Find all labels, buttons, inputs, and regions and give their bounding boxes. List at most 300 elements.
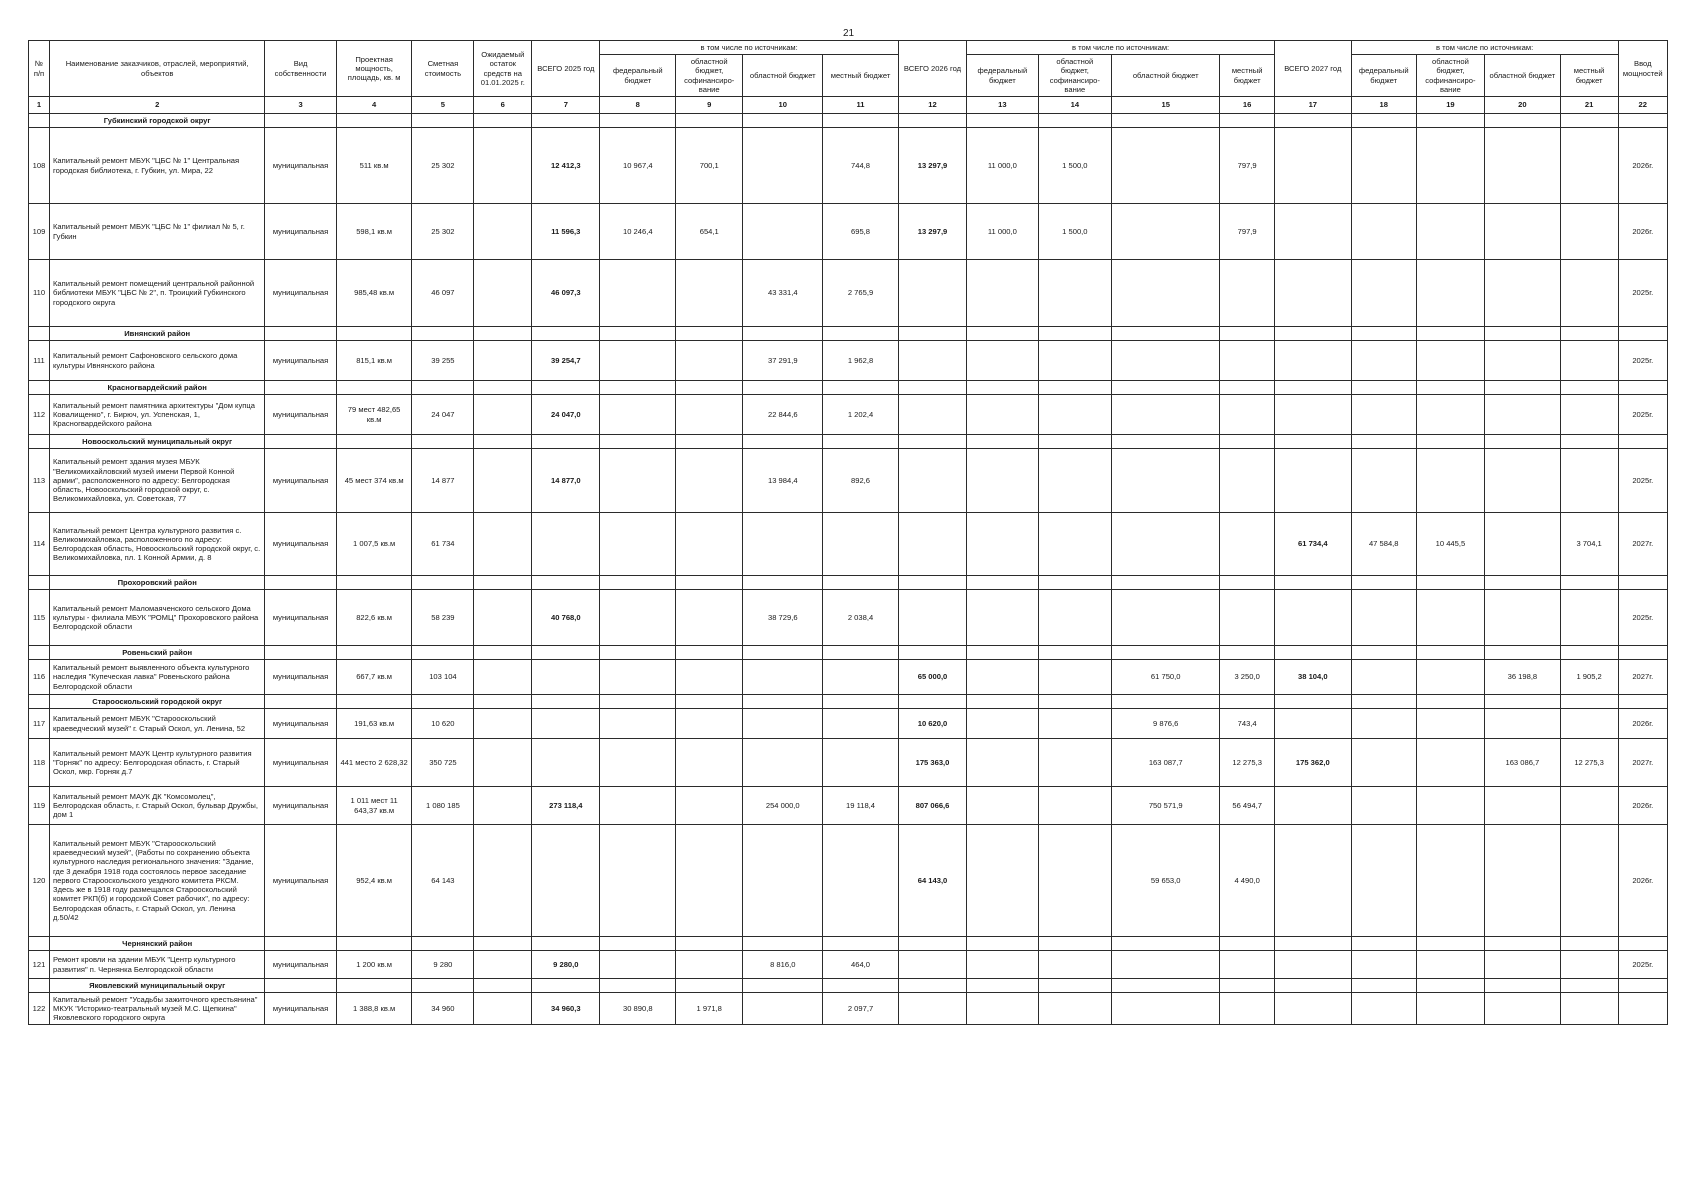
region-blank-cell xyxy=(265,937,336,951)
object-name: Капитальный ремонт МБУК "Старооскольский краеведческий музей", (Работы по сохранению объекта культурного наследия регионального значения: "Здание, где 3 декабря 1918 года состоялось первое заседание первого Старооскольского уездного комитета РКСМ. Здесь же в 1918 году размещался Старооскольский комитет РКП(б) и городской Совет рабочих", по адресу: Белгородская область, г. Старый Оскол, ул. Ленина д.50/42 xyxy=(50,825,265,937)
value-cell-l25: 695,8 xyxy=(823,204,899,260)
region-blank-cell xyxy=(898,381,966,395)
value-cell-f27 xyxy=(1351,395,1416,435)
value-cell-t25 xyxy=(532,660,600,695)
region-blank-cell xyxy=(29,327,50,341)
region-blank-cell xyxy=(600,695,676,709)
table-row xyxy=(29,993,1668,1025)
value-cell-t27 xyxy=(1274,341,1351,381)
value-cell-l26 xyxy=(1220,993,1275,1025)
value-cell-t27: 38 104,0 xyxy=(1274,660,1351,695)
value-cell-c26 xyxy=(1038,739,1112,787)
value-cell-t27 xyxy=(1274,449,1351,513)
value-cell-f26 xyxy=(967,660,1038,695)
region-blank-cell xyxy=(600,937,676,951)
value-cell-r25: 254 000,0 xyxy=(743,787,823,825)
capacity-cell: 441 место 2 628,32 xyxy=(336,739,412,787)
region-blank-cell xyxy=(29,979,50,993)
ownership-cell: муниципальная xyxy=(265,660,336,695)
region-blank-cell xyxy=(600,327,676,341)
value-cell-l27 xyxy=(1560,449,1618,513)
value-cell-f26 xyxy=(967,709,1038,739)
value-cell-rem xyxy=(474,660,532,695)
value-cell-l25 xyxy=(823,825,899,937)
region-blank-cell xyxy=(1485,114,1561,128)
region-blank-cell xyxy=(1038,435,1112,449)
object-name: Капитальный ремонт Центра культурного развития с. Великомихайловка, расположенного по адресу: Белгородская область, Новооскольский городской округ, с. Великомихайловка, пл. 1 Конной Армии, д. 8 xyxy=(50,513,265,576)
region-blank-cell xyxy=(1560,327,1618,341)
region-blank-cell xyxy=(967,646,1038,660)
value-cell-f27 xyxy=(1351,825,1416,937)
value-cell-rem xyxy=(474,260,532,327)
region-blank-cell xyxy=(474,695,532,709)
region-blank-cell xyxy=(412,381,474,395)
value-cell-c25 xyxy=(676,590,743,646)
region-blank-cell xyxy=(336,979,412,993)
value-cell-rem xyxy=(474,951,532,979)
commission-year: 2026г. xyxy=(1618,825,1667,937)
col-header-total-2025: ВСЕГО 2025 год xyxy=(532,41,600,97)
col-header-local-2027: местный бюджет xyxy=(1560,55,1618,97)
value-cell-c27 xyxy=(1416,787,1484,825)
col-header-sources-2026: в том числе по источникам: xyxy=(967,41,1275,55)
region-blank-cell xyxy=(29,435,50,449)
region-blank-cell xyxy=(600,435,676,449)
value-cell-l25: 464,0 xyxy=(823,951,899,979)
value-cell-t27 xyxy=(1274,395,1351,435)
value-cell-f27 xyxy=(1351,709,1416,739)
value-cell-l27 xyxy=(1560,260,1618,327)
value-cell-est: 14 877 xyxy=(412,449,474,513)
value-cell-t25: 273 118,4 xyxy=(532,787,600,825)
ownership-cell: муниципальная xyxy=(265,993,336,1025)
region-blank-cell xyxy=(898,435,966,449)
value-cell-r27 xyxy=(1485,993,1561,1025)
region-blank-cell xyxy=(823,979,899,993)
region-blank-cell xyxy=(1618,114,1667,128)
row-number: 121 xyxy=(29,951,50,979)
region-blank-cell xyxy=(1274,381,1351,395)
value-cell-l26: 3 250,0 xyxy=(1220,660,1275,695)
region-blank-cell xyxy=(600,381,676,395)
region-blank-cell xyxy=(676,435,743,449)
region-title: Губкинский городской округ xyxy=(50,114,265,128)
region-blank-cell xyxy=(823,381,899,395)
table-row xyxy=(29,128,1668,204)
value-cell-c25: 1 971,8 xyxy=(676,993,743,1025)
value-cell-l25: 2 097,7 xyxy=(823,993,899,1025)
region-blank-cell xyxy=(336,381,412,395)
capacity-cell: 815,1 кв.м xyxy=(336,341,412,381)
col-header-federal-2025: федеральный бюджет xyxy=(600,55,676,97)
region-blank-cell xyxy=(1112,937,1220,951)
region-blank-cell xyxy=(29,576,50,590)
value-cell-t25: 9 280,0 xyxy=(532,951,600,979)
value-cell-rem xyxy=(474,449,532,513)
table-row xyxy=(29,341,1668,381)
column-number: 5 xyxy=(412,97,474,114)
value-cell-t25 xyxy=(532,739,600,787)
value-cell-f25: 10 246,4 xyxy=(600,204,676,260)
region-blank-cell xyxy=(474,114,532,128)
value-cell-c25 xyxy=(676,341,743,381)
region-blank-cell xyxy=(1560,937,1618,951)
region-blank-cell xyxy=(823,695,899,709)
value-cell-c26 xyxy=(1038,825,1112,937)
value-cell-l25: 744,8 xyxy=(823,128,899,204)
column-number: 15 xyxy=(1112,97,1220,114)
value-cell-f25: 10 967,4 xyxy=(600,128,676,204)
value-cell-r26 xyxy=(1112,513,1220,576)
region-blank-cell xyxy=(532,937,600,951)
ownership-cell: муниципальная xyxy=(265,825,336,937)
value-cell-l26: 797,9 xyxy=(1220,128,1275,204)
value-cell-t27 xyxy=(1274,590,1351,646)
region-blank-cell xyxy=(1112,114,1220,128)
commission-year: 2025г. xyxy=(1618,260,1667,327)
column-number: 13 xyxy=(967,97,1038,114)
value-cell-r26: 750 571,9 xyxy=(1112,787,1220,825)
page-number: 21 xyxy=(842,28,855,39)
region-blank-cell xyxy=(1618,979,1667,993)
value-cell-l25 xyxy=(823,739,899,787)
table-row xyxy=(29,513,1668,576)
value-cell-c26 xyxy=(1038,787,1112,825)
ownership-cell: муниципальная xyxy=(265,341,336,381)
ownership-cell: муниципальная xyxy=(265,395,336,435)
value-cell-l26 xyxy=(1220,341,1275,381)
value-cell-c25 xyxy=(676,787,743,825)
region-title: Ивнянский район xyxy=(50,327,265,341)
region-row xyxy=(29,937,1668,951)
capacity-cell: 45 мест 374 кв.м xyxy=(336,449,412,513)
region-blank-cell xyxy=(1038,381,1112,395)
table-row xyxy=(29,204,1668,260)
col-header-capacity: Проектная мощность, площадь, кв. м xyxy=(336,41,412,97)
value-cell-f26: 11 000,0 xyxy=(967,204,1038,260)
value-cell-c26 xyxy=(1038,709,1112,739)
region-blank-cell xyxy=(1274,576,1351,590)
col-header-no: № п/п xyxy=(29,41,50,97)
region-blank-cell xyxy=(1560,381,1618,395)
col-header-cofin-2026: областной бюджет, софинансиро-вание xyxy=(1038,55,1112,97)
value-cell-f26 xyxy=(967,341,1038,381)
value-cell-l26 xyxy=(1220,395,1275,435)
value-cell-f26 xyxy=(967,590,1038,646)
region-blank-cell xyxy=(1112,979,1220,993)
commission-year: 2026г. xyxy=(1618,204,1667,260)
value-cell-rem xyxy=(474,204,532,260)
object-name: Капитальный ремонт помещений центральной районной библиотеки МБУК "ЦБС № 2", п. Троицкий Губкинского городского округа xyxy=(50,260,265,327)
region-blank-cell xyxy=(336,114,412,128)
value-cell-l27 xyxy=(1560,709,1618,739)
value-cell-l25: 19 118,4 xyxy=(823,787,899,825)
value-cell-l27 xyxy=(1560,825,1618,937)
region-blank-cell xyxy=(967,327,1038,341)
col-header-local-2025: местный бюджет xyxy=(823,55,899,97)
value-cell-f26 xyxy=(967,993,1038,1025)
value-cell-f25 xyxy=(600,395,676,435)
region-blank-cell xyxy=(898,576,966,590)
region-blank-cell xyxy=(474,381,532,395)
region-blank-cell xyxy=(532,646,600,660)
value-cell-t26 xyxy=(898,951,966,979)
region-blank-cell xyxy=(823,114,899,128)
value-cell-t25 xyxy=(532,709,600,739)
value-cell-f26 xyxy=(967,260,1038,327)
value-cell-r26 xyxy=(1112,590,1220,646)
region-blank-cell xyxy=(265,979,336,993)
region-blank-cell xyxy=(1351,327,1416,341)
value-cell-l26 xyxy=(1220,951,1275,979)
region-blank-cell xyxy=(743,327,823,341)
region-blank-cell xyxy=(1274,435,1351,449)
value-cell-f27 xyxy=(1351,660,1416,695)
col-header-sources-2027: в том числе по источникам: xyxy=(1351,41,1618,55)
value-cell-f27 xyxy=(1351,993,1416,1025)
value-cell-l27 xyxy=(1560,204,1618,260)
value-cell-r27 xyxy=(1485,395,1561,435)
region-blank-cell xyxy=(1112,646,1220,660)
region-title: Новооскольский муниципальный округ xyxy=(50,435,265,449)
column-number: 1 xyxy=(29,97,50,114)
value-cell-l27 xyxy=(1560,993,1618,1025)
value-cell-l27 xyxy=(1560,590,1618,646)
value-cell-f25 xyxy=(600,660,676,695)
column-number: 10 xyxy=(743,97,823,114)
value-cell-r26 xyxy=(1112,993,1220,1025)
region-blank-cell xyxy=(743,646,823,660)
capacity-cell: 822,6 кв.м xyxy=(336,590,412,646)
region-blank-cell xyxy=(1038,114,1112,128)
region-row xyxy=(29,646,1668,660)
value-cell-l25: 1 202,4 xyxy=(823,395,899,435)
value-cell-l25 xyxy=(823,709,899,739)
value-cell-t26 xyxy=(898,513,966,576)
value-cell-t27 xyxy=(1274,204,1351,260)
value-cell-l26: 12 275,3 xyxy=(1220,739,1275,787)
region-title: Прохоровский район xyxy=(50,576,265,590)
value-cell-f25 xyxy=(600,513,676,576)
value-cell-r26: 163 087,7 xyxy=(1112,739,1220,787)
region-blank-cell xyxy=(29,646,50,660)
region-blank-cell xyxy=(967,979,1038,993)
value-cell-r25 xyxy=(743,825,823,937)
region-blank-cell xyxy=(1038,695,1112,709)
capacity-cell: 1 007,5 кв.м xyxy=(336,513,412,576)
region-blank-cell xyxy=(412,114,474,128)
region-blank-cell xyxy=(1560,646,1618,660)
region-blank-cell xyxy=(1416,114,1484,128)
region-blank-cell xyxy=(743,695,823,709)
value-cell-f27 xyxy=(1351,449,1416,513)
col-header-total-2027: ВСЕГО 2027 год xyxy=(1274,41,1351,97)
region-blank-cell xyxy=(1416,576,1484,590)
value-cell-f27: 47 584,8 xyxy=(1351,513,1416,576)
region-blank-cell xyxy=(1351,695,1416,709)
value-cell-r25 xyxy=(743,993,823,1025)
region-blank-cell xyxy=(336,327,412,341)
value-cell-c26 xyxy=(1038,260,1112,327)
value-cell-rem xyxy=(474,395,532,435)
value-cell-c27 xyxy=(1416,993,1484,1025)
value-cell-t27 xyxy=(1274,787,1351,825)
region-blank-cell xyxy=(412,646,474,660)
region-blank-cell xyxy=(474,937,532,951)
value-cell-r27 xyxy=(1485,590,1561,646)
value-cell-r25: 37 291,9 xyxy=(743,341,823,381)
capacity-cell: 1 388,8 кв.м xyxy=(336,993,412,1025)
region-blank-cell xyxy=(1038,937,1112,951)
region-blank-cell xyxy=(474,979,532,993)
commission-year: 2027г. xyxy=(1618,513,1667,576)
object-name: Капитальный ремонт памятника архитектуры "Дом купца Ковалищенко", г. Бирюч, ул. Успенская, 1, Красногвардейского района xyxy=(50,395,265,435)
region-blank-cell xyxy=(676,937,743,951)
value-cell-c27 xyxy=(1416,395,1484,435)
value-cell-t27 xyxy=(1274,993,1351,1025)
value-cell-f25 xyxy=(600,260,676,327)
region-blank-cell xyxy=(1618,695,1667,709)
commission-year: 2025г. xyxy=(1618,951,1667,979)
region-blank-cell xyxy=(676,979,743,993)
region-title: Ровеньский район xyxy=(50,646,265,660)
value-cell-c25 xyxy=(676,260,743,327)
value-cell-t26 xyxy=(898,590,966,646)
region-blank-cell xyxy=(1560,114,1618,128)
commission-year: 2025г. xyxy=(1618,341,1667,381)
region-blank-cell xyxy=(1485,435,1561,449)
region-blank-cell xyxy=(474,435,532,449)
value-cell-c25 xyxy=(676,709,743,739)
col-header-regional-2027: областной бюджет xyxy=(1485,55,1561,97)
commission-year xyxy=(1618,993,1667,1025)
value-cell-f26 xyxy=(967,513,1038,576)
commission-year: 2026г. xyxy=(1618,787,1667,825)
ownership-cell: муниципальная xyxy=(265,739,336,787)
region-blank-cell xyxy=(336,435,412,449)
value-cell-f26 xyxy=(967,787,1038,825)
region-blank-cell xyxy=(1351,114,1416,128)
value-cell-r26 xyxy=(1112,341,1220,381)
column-number: 6 xyxy=(474,97,532,114)
value-cell-l26 xyxy=(1220,590,1275,646)
value-cell-f25 xyxy=(600,449,676,513)
value-cell-r26 xyxy=(1112,951,1220,979)
region-blank-cell xyxy=(676,381,743,395)
ownership-cell: муниципальная xyxy=(265,128,336,204)
value-cell-l26 xyxy=(1220,449,1275,513)
region-blank-cell xyxy=(1485,646,1561,660)
region-blank-cell xyxy=(823,435,899,449)
column-number: 8 xyxy=(600,97,676,114)
col-header-federal-2026: федеральный бюджет xyxy=(967,55,1038,97)
ownership-cell: муниципальная xyxy=(265,787,336,825)
region-blank-cell xyxy=(29,114,50,128)
value-cell-r25: 22 844,6 xyxy=(743,395,823,435)
region-blank-cell xyxy=(1038,576,1112,590)
column-number: 11 xyxy=(823,97,899,114)
column-number: 9 xyxy=(676,97,743,114)
row-number: 118 xyxy=(29,739,50,787)
col-header-remainder: Ожидаемый остаток средств на 01.01.2025 г. xyxy=(474,41,532,97)
value-cell-rem xyxy=(474,341,532,381)
value-cell-c27 xyxy=(1416,825,1484,937)
region-blank-cell xyxy=(967,435,1038,449)
region-blank-cell xyxy=(1618,576,1667,590)
region-blank-cell xyxy=(1220,937,1275,951)
value-cell-est: 1 080 185 xyxy=(412,787,474,825)
region-row xyxy=(29,114,1668,128)
value-cell-t25: 14 877,0 xyxy=(532,449,600,513)
value-cell-est: 9 280 xyxy=(412,951,474,979)
value-cell-f26 xyxy=(967,739,1038,787)
region-blank-cell xyxy=(1274,937,1351,951)
row-number: 113 xyxy=(29,449,50,513)
value-cell-est: 46 097 xyxy=(412,260,474,327)
value-cell-c27 xyxy=(1416,660,1484,695)
region-blank-cell xyxy=(1416,435,1484,449)
commission-year: 2026г. xyxy=(1618,709,1667,739)
object-name: Капитальный ремонт МБУК "ЦБС № 1" Центральная городская библиотека, г. Губкин, ул. Мира, 22 xyxy=(50,128,265,204)
value-cell-c27: 10 445,5 xyxy=(1416,513,1484,576)
table-row xyxy=(29,787,1668,825)
region-blank-cell xyxy=(532,114,600,128)
ownership-cell: муниципальная xyxy=(265,449,336,513)
region-blank-cell xyxy=(29,381,50,395)
value-cell-t27: 61 734,4 xyxy=(1274,513,1351,576)
value-cell-t25: 46 097,3 xyxy=(532,260,600,327)
value-cell-t27 xyxy=(1274,825,1351,937)
region-blank-cell xyxy=(532,327,600,341)
value-cell-c25 xyxy=(676,951,743,979)
value-cell-rem xyxy=(474,825,532,937)
ownership-cell: муниципальная xyxy=(265,204,336,260)
value-cell-r25 xyxy=(743,739,823,787)
col-header-ownership: Вид собственности xyxy=(265,41,336,97)
value-cell-t26: 10 620,0 xyxy=(898,709,966,739)
value-cell-l26: 743,4 xyxy=(1220,709,1275,739)
region-blank-cell xyxy=(898,327,966,341)
region-blank-cell xyxy=(265,576,336,590)
region-blank-cell xyxy=(898,114,966,128)
region-blank-cell xyxy=(412,979,474,993)
value-cell-l25: 2 765,9 xyxy=(823,260,899,327)
region-blank-cell xyxy=(743,381,823,395)
region-blank-cell xyxy=(967,695,1038,709)
region-blank-cell xyxy=(1618,381,1667,395)
column-number: 17 xyxy=(1274,97,1351,114)
value-cell-est: 10 620 xyxy=(412,709,474,739)
value-cell-rem xyxy=(474,513,532,576)
row-number: 117 xyxy=(29,709,50,739)
value-cell-r27 xyxy=(1485,825,1561,937)
value-cell-t26: 175 363,0 xyxy=(898,739,966,787)
value-cell-l25: 892,6 xyxy=(823,449,899,513)
ownership-cell: муниципальная xyxy=(265,951,336,979)
region-blank-cell xyxy=(1220,979,1275,993)
value-cell-f25 xyxy=(600,825,676,937)
column-number-row xyxy=(29,97,1668,114)
value-cell-r26 xyxy=(1112,395,1220,435)
value-cell-c26: 1 500,0 xyxy=(1038,204,1112,260)
region-blank-cell xyxy=(967,381,1038,395)
value-cell-t27 xyxy=(1274,951,1351,979)
value-cell-f26 xyxy=(967,825,1038,937)
value-cell-l27 xyxy=(1560,128,1618,204)
col-header-total-2026: ВСЕГО 2026 год xyxy=(898,41,966,97)
value-cell-t25: 11 596,3 xyxy=(532,204,600,260)
table-row xyxy=(29,660,1668,695)
